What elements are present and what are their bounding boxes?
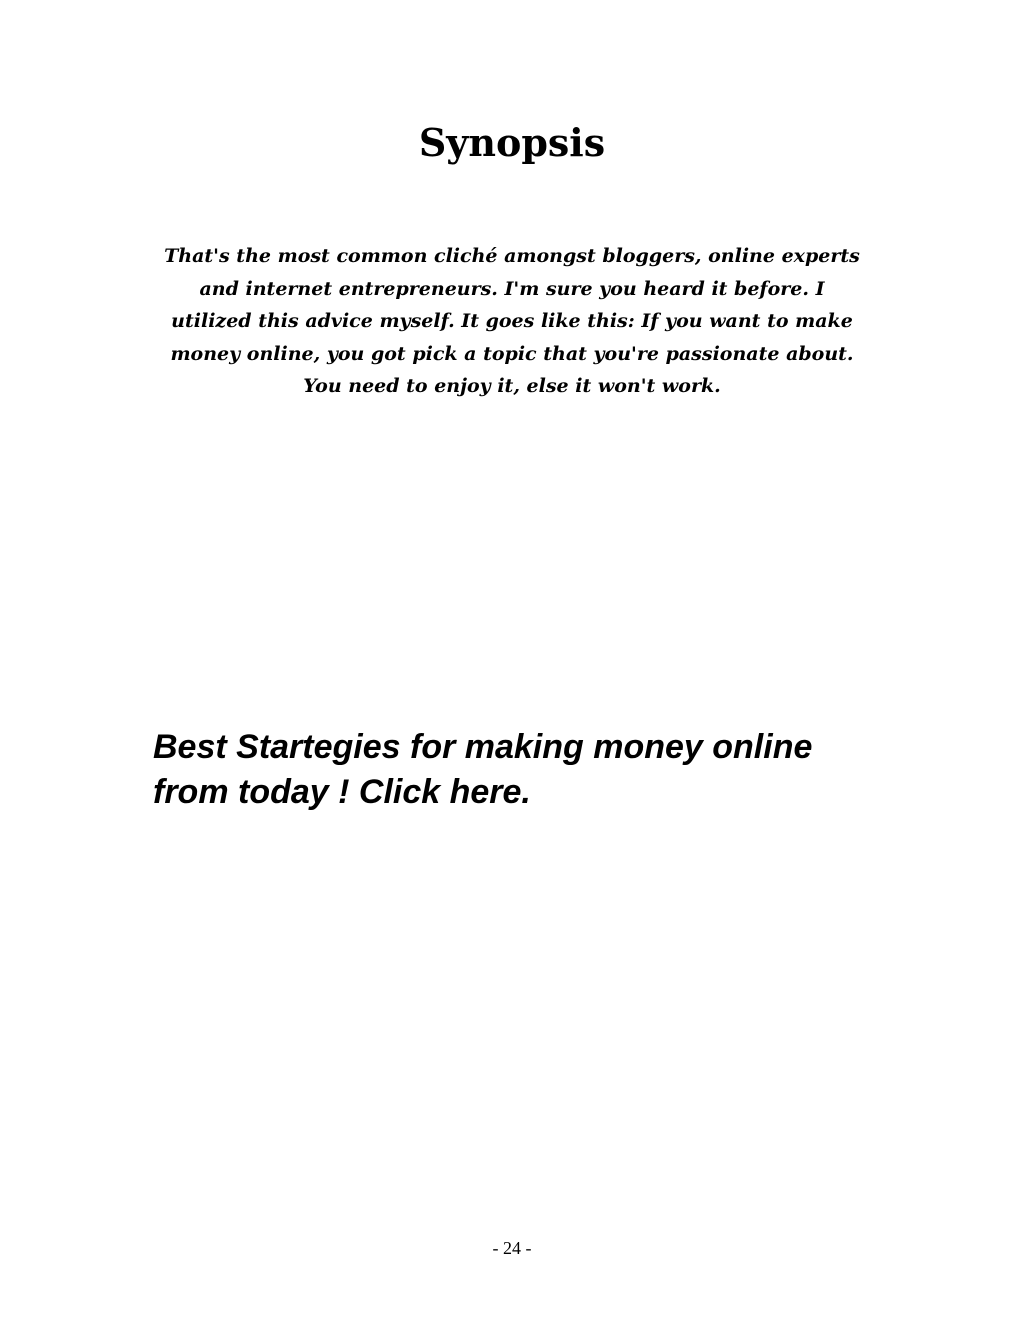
synopsis-paragraph: That's the most common cliché amongst bloggers, online experts and internet entrepreneurs. I'm sure you heard it before. I utilized this advice myself. It goes like this: If you want to make money online, you got pick a topic that you're passionate about. You need to enjoy it, else it won't work. bbox=[164, 245, 860, 397]
page-number: - 24 - bbox=[492, 1238, 532, 1258]
strategies-link-line-1[interactable]: Best Startegies for making money online bbox=[153, 728, 813, 766]
strategies-link[interactable] bbox=[153, 725, 893, 815]
page-title: Synopsis bbox=[418, 120, 606, 165]
strategies-link-line-2[interactable]: from today ! Click here. bbox=[153, 773, 531, 811]
